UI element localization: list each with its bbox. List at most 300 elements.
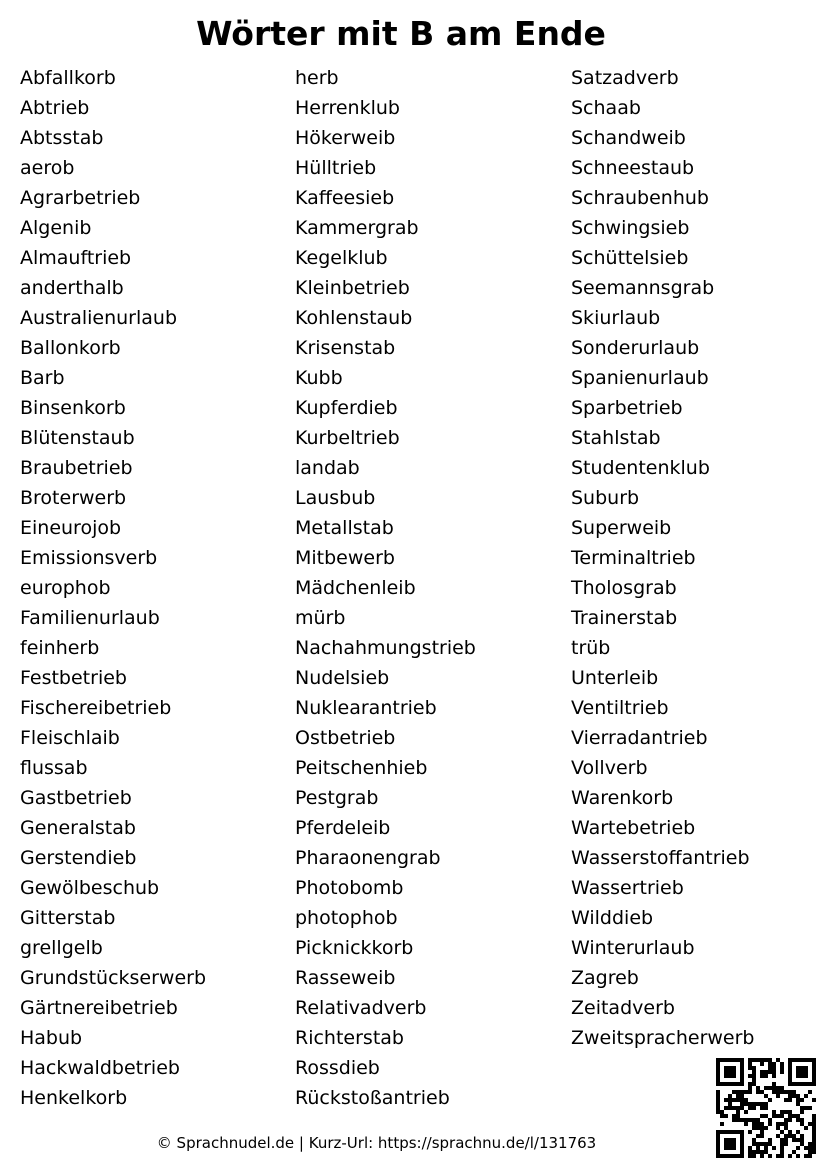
qr-module [788,1098,792,1102]
qr-module [784,1098,788,1102]
qr-module [808,1142,812,1146]
word-item: grellgelb [20,937,103,959]
qr-module [760,1058,764,1062]
word-item: Kleinbetrieb [295,277,410,299]
word-item: Krisenstab [295,337,396,359]
qr-module [736,1058,740,1062]
qr-module [764,1150,768,1154]
qr-module [780,1090,784,1094]
qr-module [788,1074,792,1078]
word-item: Fischereibetrieb [20,697,172,719]
word-item: Wartebetrieb [571,817,696,839]
qr-module [748,1102,752,1106]
qr-module [788,1154,792,1158]
qr-module [732,1066,736,1070]
qr-module [812,1062,816,1066]
qr-module [796,1118,800,1122]
qr-module [748,1062,752,1066]
qr-module [744,1098,748,1102]
qr-module [716,1138,720,1142]
qr-module [724,1098,728,1102]
qr-module [768,1118,772,1122]
qr-module [812,1150,816,1154]
qr-module [784,1118,788,1122]
qr-module [724,1058,728,1062]
qr-module [808,1146,812,1150]
qr-module [752,1102,756,1106]
word-item: Satzadverb [571,67,679,89]
qr-module [732,1082,736,1086]
qr-module [740,1150,744,1154]
qr-module [788,1090,792,1094]
qr-module [768,1058,772,1062]
qr-module [732,1098,736,1102]
qr-module [732,1118,736,1122]
qr-module [760,1122,764,1126]
word-item: Trainerstab [571,607,678,629]
word-item: Barb [20,367,65,389]
qr-module [748,1082,752,1086]
word-item: Mädchenleib [295,577,416,599]
word-item: Schwingsieb [571,217,690,239]
qr-module [748,1058,752,1062]
qr-module [740,1138,744,1142]
qr-module [800,1110,804,1114]
qr-module [780,1110,784,1114]
qr-module [732,1058,736,1062]
qr-module [772,1146,776,1150]
qr-module [804,1106,808,1110]
word-item: Abtsstab [20,127,104,149]
word-item: Nuklearantrieb [295,697,437,719]
qr-module [804,1058,808,1062]
qr-module [756,1102,760,1106]
qr-module [716,1142,720,1146]
word-item: Blütenstaub [20,427,135,449]
qr-module [812,1142,816,1146]
word-item: Winterurlaub [571,937,695,959]
word-item: Broterwerb [20,487,127,509]
qr-module [764,1114,768,1118]
qr-module [796,1082,800,1086]
word-item: Skiurlaub [571,307,661,329]
qr-module [796,1074,800,1078]
qr-module [780,1070,784,1074]
qr-module [736,1094,740,1098]
qr-module [812,1058,816,1062]
qr-module [748,1106,752,1110]
qr-module [776,1126,780,1130]
word-item: Braubetrieb [20,457,133,479]
qr-module [768,1070,772,1074]
qr-module [716,1150,720,1154]
qr-module [784,1090,788,1094]
qr-module [716,1146,720,1150]
qr-module [780,1142,784,1146]
qr-module [808,1154,812,1158]
qr-module [740,1098,744,1102]
qr-module [784,1122,788,1126]
qr-module [772,1114,776,1118]
qr-module [768,1062,772,1066]
qr-module [720,1122,724,1126]
qr-module [812,1138,816,1142]
word-item: Warenkorb [571,787,674,809]
qr-module [800,1142,804,1146]
qr-module [716,1154,720,1158]
word-item: Gewölbeschub [20,877,160,899]
word-item: Peitschenhieb [295,757,428,779]
qr-module [760,1126,764,1130]
qr-module [744,1118,748,1122]
qr-module [756,1086,760,1090]
qr-module [740,1070,744,1074]
qr-module [800,1074,804,1078]
qr-module [744,1122,748,1126]
qr-module [752,1070,756,1074]
qr-module [780,1138,784,1142]
qr-module [800,1138,804,1142]
qr-module [804,1070,808,1074]
qr-module [776,1114,780,1118]
word-item: Metallstab [295,517,394,539]
qr-module [776,1094,780,1098]
word-item: Australienurlaub [20,307,178,329]
qr-module [724,1146,728,1150]
word-item: Wilddieb [571,907,654,929]
word-item: Sonderurlaub [571,337,700,359]
qr-module [760,1114,764,1118]
qr-module [748,1086,752,1090]
qr-module [800,1082,804,1086]
qr-module [724,1114,728,1118]
qr-module [736,1114,740,1118]
qr-module [792,1094,796,1098]
qr-module [812,1098,816,1102]
qr-module [776,1134,780,1138]
word-item: Lausbub [295,487,376,509]
qr-module [788,1118,792,1122]
qr-module [772,1082,776,1086]
word-item: Spanienurlaub [571,367,709,389]
qr-module [764,1086,768,1090]
qr-module [740,1146,744,1150]
word-item: flussab [20,757,88,779]
qr-module [764,1106,768,1110]
word-item: Schraubenhub [571,187,709,209]
qr-module [812,1066,816,1070]
word-item: Habub [20,1027,83,1049]
qr-module [716,1130,720,1134]
word-item: Schandweib [571,127,686,149]
qr-module [756,1146,760,1150]
qr-module [716,1102,720,1106]
qr-module [808,1122,812,1126]
qr-module [728,1142,732,1146]
qr-module [736,1098,740,1102]
qr-module [732,1074,736,1078]
qr-module [796,1102,800,1106]
word-item: Algenib [20,217,92,239]
qr-module [748,1130,752,1134]
word-item: Kurbeltrieb [295,427,400,449]
qr-module [804,1146,808,1150]
qr-module [740,1066,744,1070]
qr-module [792,1138,796,1142]
word-item: trüb [571,637,611,659]
qr-module [812,1074,816,1078]
word-item: Zweitspracherwerb [571,1027,755,1049]
word-column-3 [571,63,754,1053]
qr-module [720,1154,724,1158]
word-item: Terminaltrieb [571,547,696,569]
qr-module [776,1058,780,1062]
qr-module [740,1094,744,1098]
qr-module [812,1146,816,1150]
qr-module [784,1134,788,1138]
qr-module [772,1090,776,1094]
qr-module [808,1082,812,1086]
qr-module [752,1106,756,1110]
qr-module [716,1090,720,1094]
qr-module [796,1070,800,1074]
qr-module [728,1138,732,1142]
qr-module [724,1142,728,1146]
qr-module [780,1086,784,1090]
word-item: Almauftrieb [20,247,132,269]
qr-module [808,1106,812,1110]
word-item: Binsenkorb [20,397,126,419]
word-item: Wassertrieb [571,877,684,899]
qr-module [732,1114,736,1118]
qr-module [716,1094,720,1098]
word-item: aerob [20,157,75,179]
word-item: Henkelkorb [20,1087,128,1109]
qr-module [784,1126,788,1130]
qr-module [760,1134,764,1138]
word-item: Schneestaub [571,157,695,179]
qr-module [768,1066,772,1070]
word-item: Grundstückserwerb [20,967,207,989]
qr-module [756,1090,760,1094]
qr-module [748,1090,752,1094]
qr-module [752,1074,756,1078]
qr-module [780,1122,784,1126]
word-item: Schaab [571,97,641,119]
qr-module [768,1122,772,1126]
qr-module [788,1094,792,1098]
word-item: Gärtnereibetrieb [20,997,178,1019]
word-item: Pharaonengrab [295,847,441,869]
qr-module [716,1098,720,1102]
qr-module [788,1114,792,1118]
qr-module [740,1102,744,1106]
qr-module [716,1066,720,1070]
qr-module [812,1070,816,1074]
qr-module [736,1090,740,1094]
qr-module [812,1114,816,1118]
qr-module [812,1122,816,1126]
qr-module [760,1150,764,1154]
qr-module [800,1066,804,1070]
qr-code-icon[interactable] [716,1058,816,1158]
qr-module [804,1154,808,1158]
qr-module [724,1082,728,1086]
qr-module [800,1098,804,1102]
qr-module [784,1138,788,1142]
qr-module [752,1142,756,1146]
qr-module [780,1150,784,1154]
qr-module [728,1106,732,1110]
qr-module [756,1058,760,1062]
qr-module [772,1110,776,1114]
qr-module [788,1070,792,1074]
qr-module [724,1066,728,1070]
qr-module [748,1066,752,1070]
qr-module [768,1142,772,1146]
word-item: Ballonkorb [20,337,121,359]
word-item: Rossdieb [295,1057,380,1079]
qr-module [804,1094,808,1098]
qr-module [768,1138,772,1142]
qr-module [812,1134,816,1138]
word-item: Schüttelsieb [571,247,689,269]
qr-module [732,1138,736,1142]
qr-module [752,1082,756,1086]
qr-module [780,1114,784,1118]
qr-module [780,1154,784,1158]
qr-module [728,1154,732,1158]
qr-module [792,1090,796,1094]
qr-module [768,1098,772,1102]
word-item: Familienurlaub [20,607,160,629]
qr-module [804,1074,808,1078]
word-item: Zeitadverb [571,997,675,1019]
word-item: Nachahmungstrieb [295,637,476,659]
word-item: Kegelklub [295,247,388,269]
word-item: Suburb [571,487,640,509]
qr-module [780,1146,784,1150]
word-item: herb [295,67,339,89]
qr-module [720,1058,724,1062]
qr-module [796,1066,800,1070]
qr-module [720,1110,724,1114]
qr-module [740,1118,744,1122]
qr-module [764,1142,768,1146]
word-item: Kaffeesieb [295,187,395,209]
qr-module [764,1094,768,1098]
qr-module [760,1070,764,1074]
qr-module [736,1110,740,1114]
word-column-1 [20,63,206,1113]
qr-module [792,1134,796,1138]
qr-module [752,1150,756,1154]
qr-module [788,1134,792,1138]
word-item: Picknickkorb [295,937,414,959]
qr-module [724,1138,728,1142]
qr-module [744,1102,748,1106]
word-item: Nudelsieb [295,667,390,689]
qr-module [760,1142,764,1146]
qr-module [736,1154,740,1158]
qr-module [752,1078,756,1082]
qr-module [740,1062,744,1066]
qr-module [716,1074,720,1078]
qr-module [764,1058,768,1062]
qr-module [756,1134,760,1138]
qr-module [772,1074,776,1078]
word-item: Agrarbetrieb [20,187,141,209]
qr-module [752,1138,756,1142]
qr-module [804,1082,808,1086]
qr-module [756,1150,760,1154]
qr-module [736,1082,740,1086]
qr-module [760,1154,764,1158]
qr-module [728,1082,732,1086]
qr-module [804,1126,808,1130]
qr-module [764,1126,768,1130]
word-item: Fleischlaib [20,727,120,749]
word-item: Ventiltrieb [571,697,669,719]
qr-module [788,1066,792,1070]
qr-module [748,1150,752,1154]
qr-module [808,1058,812,1062]
word-item: Abtrieb [20,97,90,119]
qr-module [788,1062,792,1066]
qr-module [776,1090,780,1094]
word-item: Mitbewerb [295,547,395,569]
qr-module [736,1106,740,1110]
qr-module [788,1058,792,1062]
word-item: Seemannsgrab [571,277,715,299]
word-item: Gerstendieb [20,847,137,869]
qr-module [792,1114,796,1118]
qr-module [760,1074,764,1078]
qr-module [716,1070,720,1074]
word-item: anderthalb [20,277,124,299]
word-item: Hülltrieb [295,157,377,179]
qr-module [808,1150,812,1154]
qr-module [724,1154,728,1158]
qr-module [736,1118,740,1122]
word-item: feinherb [20,637,100,659]
qr-module [732,1142,736,1146]
qr-module [760,1090,764,1094]
qr-module [764,1070,768,1074]
qr-module [796,1098,800,1102]
word-item: Superweib [571,517,672,539]
word-item: landab [295,457,360,479]
word-item: Pestgrab [295,787,379,809]
qr-module [728,1074,732,1078]
qr-module [784,1142,788,1146]
qr-module [752,1066,756,1070]
qr-module [716,1110,720,1114]
word-item: Herrenklub [295,97,400,119]
qr-module [728,1070,732,1074]
qr-module [752,1122,756,1126]
qr-module [756,1142,760,1146]
qr-module [800,1118,804,1122]
qr-module [812,1082,816,1086]
qr-module [748,1074,752,1078]
qr-module [716,1082,720,1086]
qr-module [772,1086,776,1090]
qr-module [720,1082,724,1086]
qr-module [796,1094,800,1098]
qr-module [796,1058,800,1062]
word-item: Emissionsverb [20,547,158,569]
